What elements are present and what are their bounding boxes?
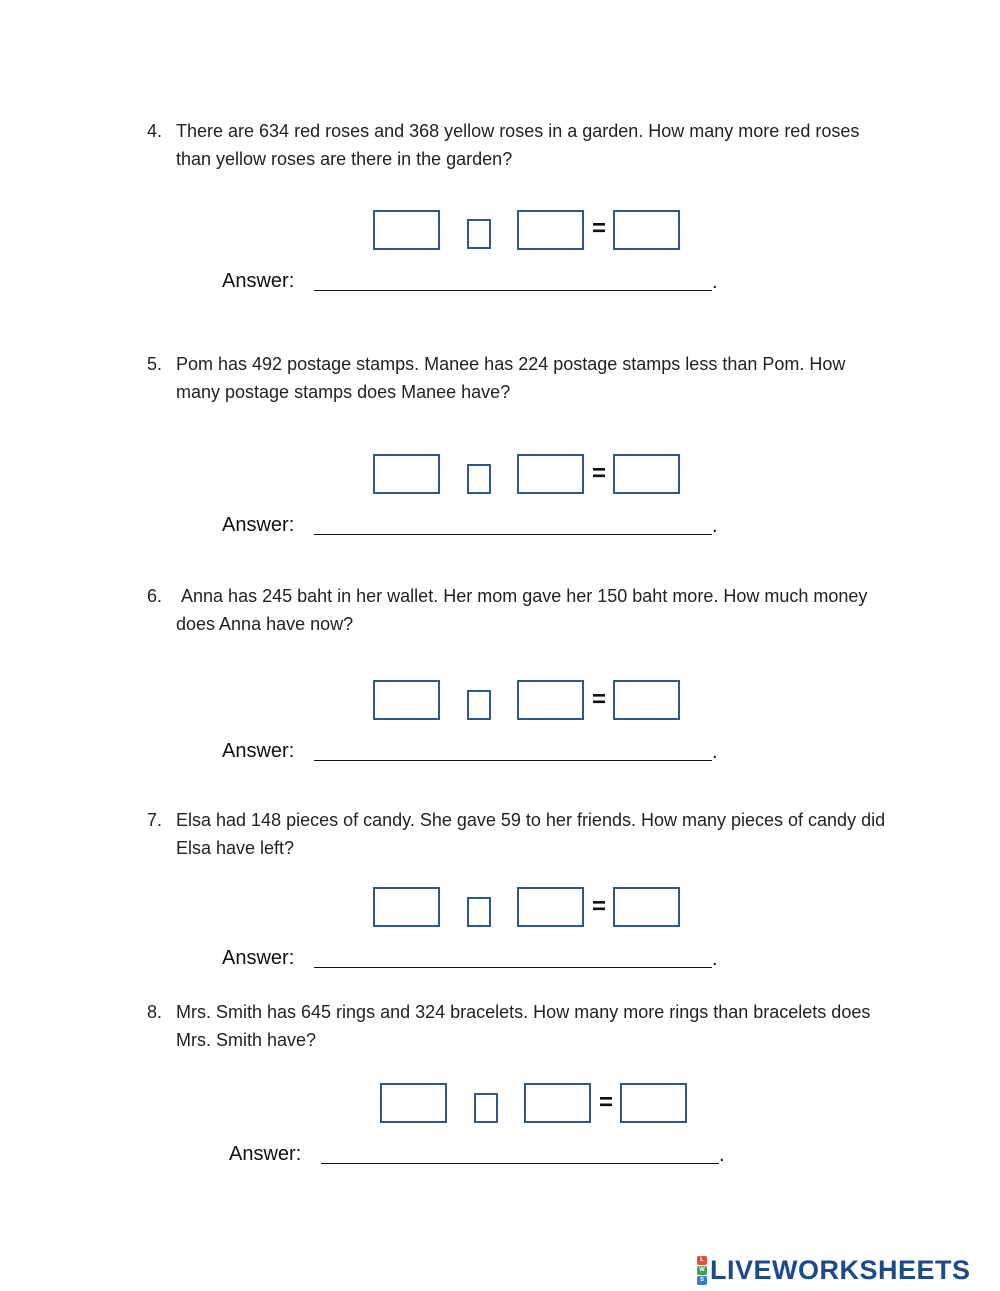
question-5 (147, 350, 887, 406)
operator-box[interactable] (467, 897, 491, 927)
question-number: 8. (147, 1002, 163, 1022)
operand-box-1[interactable] (380, 1083, 447, 1123)
answer-line[interactable] (314, 967, 712, 968)
answer-period: . (719, 1144, 725, 1166)
result-box[interactable] (620, 1083, 687, 1123)
logo-tiles-icon (697, 1256, 707, 1285)
question-number: 6. (147, 586, 163, 606)
answer-line[interactable] (314, 290, 712, 291)
question-8 (147, 998, 887, 1054)
operand-box-2[interactable] (517, 454, 584, 494)
operand-box-1[interactable] (373, 887, 440, 927)
operand-box-2[interactable] (517, 887, 584, 927)
equals-sign: = (591, 686, 606, 713)
answer-label: Answer: (222, 514, 295, 536)
question-text: Anna has 245 baht in her wallet. Her mom gave her 150 baht more. How much money does Anna have now? (176, 586, 873, 634)
operand-box-1[interactable] (373, 454, 440, 494)
question-number: 5. (147, 354, 163, 374)
answer-period: . (712, 515, 718, 537)
equals-sign: = (591, 460, 606, 487)
answer-line[interactable] (321, 1163, 719, 1164)
operand-box-1[interactable] (373, 680, 440, 720)
operator-box[interactable] (467, 690, 491, 720)
question-text: There are 634 red roses and 368 yellow roses in a garden. How many more red roses than yellow roses are there in the garden? (176, 121, 860, 169)
question-6 (147, 582, 887, 638)
answer-label: Answer: (229, 1143, 302, 1165)
logo-tile: W (697, 1266, 707, 1275)
operator-box[interactable] (467, 219, 491, 249)
equals-sign: = (591, 893, 606, 920)
answer-label: Answer: (222, 947, 295, 969)
operand-box-1[interactable] (373, 210, 440, 250)
result-box[interactable] (613, 887, 680, 927)
answer-label: Answer: (222, 270, 295, 292)
question-text: Mrs. Smith has 645 rings and 324 bracelets. How many more rings than bracelets does Mrs. Smith have? (176, 1002, 871, 1050)
answer-label: Answer: (222, 740, 295, 762)
operand-box-2[interactable] (517, 210, 584, 250)
logo-tile: S (697, 1276, 707, 1285)
logo-tile: L (697, 1256, 707, 1265)
result-box[interactable] (613, 680, 680, 720)
liveworksheets-logo (697, 1253, 971, 1287)
answer-line[interactable] (314, 760, 712, 761)
operator-box[interactable] (474, 1093, 498, 1123)
logo-text: LIVEWORKSHEETS (710, 1254, 971, 1285)
question-number: 7. (147, 810, 163, 830)
operand-box-2[interactable] (524, 1083, 591, 1123)
question-4 (147, 117, 887, 173)
answer-period: . (712, 948, 718, 970)
result-box[interactable] (613, 210, 680, 250)
question-7 (147, 806, 887, 862)
equals-sign: = (591, 215, 606, 242)
operand-box-2[interactable] (517, 680, 584, 720)
answer-period: . (712, 741, 718, 763)
operator-box[interactable] (467, 464, 491, 494)
equals-sign: = (598, 1089, 613, 1116)
answer-period: . (712, 271, 718, 293)
result-box[interactable] (613, 454, 680, 494)
question-text: Pom has 492 postage stamps. Manee has 224 postage stamps less than Pom. How many postage stamps does Manee have? (176, 354, 846, 402)
answer-line[interactable] (314, 534, 712, 535)
question-number: 4. (147, 121, 163, 141)
question-text: Elsa had 148 pieces of candy. She gave 59 to her friends. How many pieces of candy did Elsa have left? (176, 810, 886, 858)
